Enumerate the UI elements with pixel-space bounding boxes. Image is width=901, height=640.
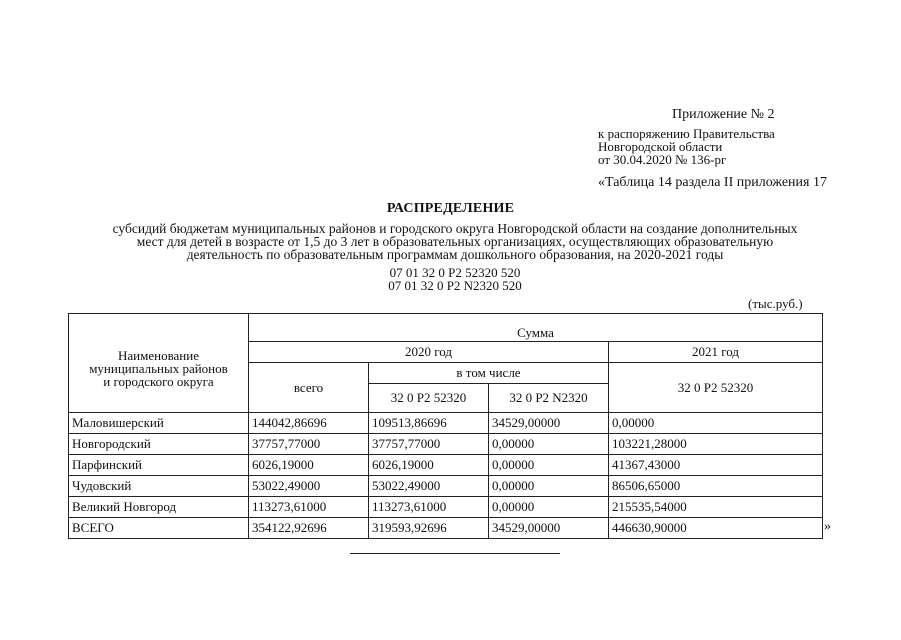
name-header-line: Наименование [118,347,199,363]
district-name: Чудовский [69,476,249,497]
table-row [69,455,823,476]
district-name: ВСЕГО [69,518,249,539]
unit-label: (тыс.руб.) [748,296,803,311]
table-reference: «Таблица 14 раздела II приложения 17 [598,175,827,190]
cell-total: 6026,19000 [249,455,369,476]
column-header-2020: 2020 год [249,342,609,363]
cell-total: 354122,92696 [249,518,369,539]
district-name: Маловишерский [69,413,249,434]
cell-code-b: 0,00000 [489,476,609,497]
cell-2021: 446630,90000 [609,518,823,539]
district-name: Новгородский [69,434,249,455]
appendix-title: Приложение № 2 [672,107,775,122]
table-row-total [69,518,823,539]
subtitle-line: мест для детей в возрасте от 1,5 до 3 лет в образовательных организациях, осуществляющих образовательную [136,234,774,249]
table-row [69,413,823,434]
column-header-total: всего [249,363,369,413]
subtitle-line: деятельность по образовательным программам дошкольного образования, на 2020-2021 годы [186,247,724,262]
appendix-line: Новгородской области [598,139,723,154]
cell-code-b: 0,00000 [489,434,609,455]
column-header-2021: 2021 год [609,342,823,363]
district-name: Великий Новгород [69,497,249,518]
name-header-line: муниципальных районов [89,360,228,376]
cell-code-b: 34529,00000 [489,413,609,434]
cell-code-a: 6026,19000 [369,455,489,476]
cell-code-a: 113273,61000 [369,497,489,518]
bottom-rule [350,553,560,554]
column-header-code-a: 32 0 Р2 52320 [369,384,489,413]
cell-total: 144042,86696 [249,413,369,434]
cell-code-a: 109513,86696 [369,413,489,434]
budget-code: 07 01 32 0 Р2 N2320 520 [388,278,522,293]
name-header-line: и городского округа [103,373,214,389]
cell-total: 113273,61000 [249,497,369,518]
document-title: РАСПРЕДЕЛЕНИЕ [386,201,515,216]
column-header-code-b: 32 0 Р2 N2320 [489,384,609,413]
appendix-line: от 30.04.2020 № 136-рг [598,152,727,167]
cell-2021: 86506,65000 [609,476,823,497]
cell-2021: 41367,43000 [609,455,823,476]
cell-code-a: 37757,77000 [369,434,489,455]
cell-code-a: 53022,49000 [369,476,489,497]
table-row [69,434,823,455]
document-subtitle [60,222,850,261]
cell-2021: 0,00000 [609,413,823,434]
appendix-line: к распоряжению Правительства [598,126,775,141]
column-header-sum: Сумма [249,314,823,342]
closing-quote: » [824,519,831,534]
cell-2021: 215535,54000 [609,497,823,518]
cell-2021: 103221,28000 [609,434,823,455]
cell-total: 37757,77000 [249,434,369,455]
subtitle-line: субсидий бюджетам муниципальных районов и городского округа Новгородской области на создание дополнительных [112,221,798,236]
budget-code: 07 01 32 0 Р2 52320 520 [389,265,521,280]
table-row [69,476,823,497]
cell-code-b: 0,00000 [489,497,609,518]
column-header-including: в том числе [369,363,609,384]
cell-code-b: 34529,00000 [489,518,609,539]
subsidy-table [68,313,823,539]
district-name: Парфинский [69,455,249,476]
cell-code-b: 0,00000 [489,455,609,476]
budget-codes [0,266,901,292]
column-header-code-2021: 32 0 Р2 52320 [609,363,823,413]
cell-code-a: 319593,92696 [369,518,489,539]
cell-total: 53022,49000 [249,476,369,497]
appendix-details [598,127,775,166]
table-row [69,497,823,518]
column-header-name [69,314,249,413]
